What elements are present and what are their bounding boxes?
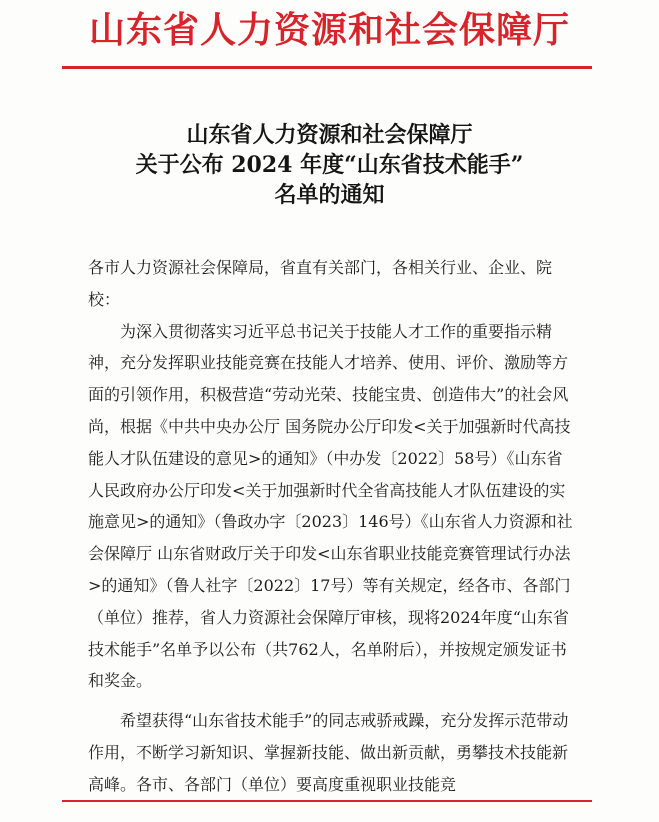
document-title-line-1: 山东省人力资源和社会保障厅 (186, 122, 473, 148)
paragraph-1: 为深入贯彻落实习近平总书记关于技能人才工作的重要指示精神，充分发挥职业技能竞赛在技能人才培养、使用、评价、激励等方面的引领作用，积极营造“劳动光荣、技能宝贵、创造伟大”的社会风尚，根据《中共中央办公厅 国务院办公厅印发<关于加强新时代高技能人才队伍建设的意见>的通知》（中办发〔2022〕58号）《山东省人民政府办公厅印发<关于加强新时代全省高技能人才队伍建设的实施意见>的通知》（鲁政办字〔2023〕146号）《山东省人力资源和社会保障厅 山东省财政厅关于印发<山东省职业技能竞赛管理试行办法>的通知》（鲁人社字〔2022〕17号）等有关规定，经各市、各部门（单位）推荐，省人力资源社会保障厅审核，现将2024年度“山东省技术能手”名单予以公布（共762人，名单附后），并按规定颁发证书和奖金。 (88, 321, 573, 691)
salutation: 各市人力资源社会保障局，省直有关部门，各相关行业、企业、院校： (88, 258, 553, 309)
document-title-line-3: 名单的通知 (274, 182, 385, 208)
letterhead-red-rule (62, 66, 592, 69)
paragraph-2: 希望获得“山东省技术能手”的同志戒骄戒躁，充分发挥示范带动作用，不断学习新知识、掌握新技能、做出新贡献，勇攀技术技能新高峰。各市、各部门（单位）要高度重视职业技能竞 (88, 711, 569, 794)
footer-red-rule (62, 800, 592, 802)
document-body (88, 252, 578, 801)
document-title-line-2: 关于公布 2024 年度“山东省技术能手” (135, 152, 524, 178)
letterhead-org-name: 山东省人力资源和社会保障厅 (88, 9, 570, 51)
